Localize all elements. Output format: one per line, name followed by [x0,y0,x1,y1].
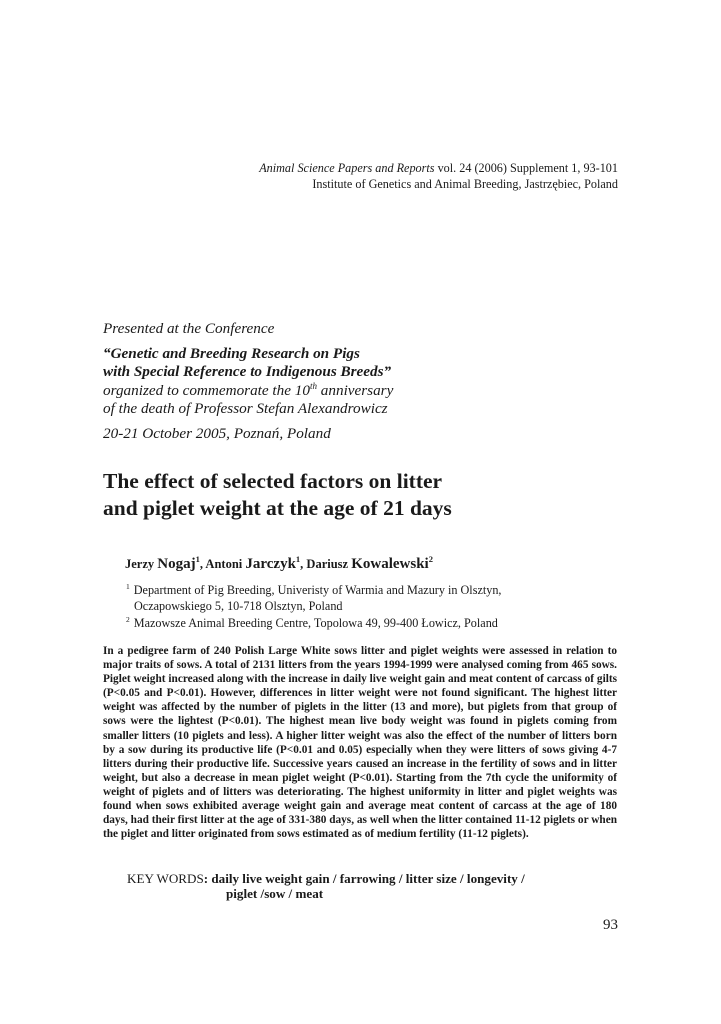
conference-presented: Presented at the Conference [103,320,275,337]
abstract: In a pedigree farm of 240 Polish Large White sows litter and piglet weights were assessed in relation to major traits of sows. A total of 2131 litters from the years 1994-1999 were analysed coming from 465 sows. Piglet weight increased along with the increase in daily live weight gain and meat content of carcass of gilts (P<0.05 and P<0.01). However, differences in litter weight were not found significant. The highest litter weight was affected by the number of piglets in the litter (13 and more), but piglets from that group of sows were the lightest (P<0.01). The highest mean live body weight was found in piglets coming from smaller litters (10 piglets and less). A higher litter weight was also the effect of the number of litters born by a sow during its productive life (P<0.01 and 0.05) especially when they were litters of sows giving 4-7 litters during their productive life. Successive years caused an increase in the fertility of sows and in litter weight, but also a decrease in mean piglet weight (P<0.01). Starting from the 7th cycle the uniformity of weight of piglets and of litters was deteriorating. The highest uniformity in litter and piglet weights was found when sows exhibited average weight gain and average meat content of carcass at the age of 180 days, had their first litter at the age of 331-380 days, as well when the litter contained 11-12 piglets or when the piglet and litter originated from sows estimated as of medium fertility (11-12 piglets). [103,645,617,841]
author [125,554,206,572]
page-number: 93 [603,917,618,933]
article-title-line2: and piglet weight at the age of 21 days [103,496,452,520]
author-affiliation-mark: 1 [195,554,200,564]
conference-organized-text: organized to commemorate the 10 [103,381,310,399]
affiliation-1 [126,583,546,614]
author-last-name: Kowalewski [351,556,429,572]
author-affiliation-mark: 1 [295,554,301,564]
article-title-line1: The effect of selected factors on litter [103,469,443,493]
conference-organized [103,382,523,400]
author-first-name: Jerzy [125,557,158,571]
affiliation-number: 1 [126,582,130,591]
affiliation-text: Department of Pig Breeding, Univeristy of Warmia and Mazury in Olsztyn, [133,583,502,597]
affiliation-1-line1 [126,583,546,599]
keywords-line2: piglet /sow / meat [226,885,324,901]
author-last-name: Jarczyk [245,556,296,572]
journal-institute: Institute of Genetics and Animal Breeding, Jastrzębiec, Poland [312,177,618,191]
author-first-name: Dariusz [306,557,352,571]
author-last-name: Nogaj [157,556,196,572]
author-separator: , [300,557,307,571]
article-title [103,468,623,522]
journal-issue: vol. 24 (2006) Supplement 1, 93-101 [434,161,618,175]
author [306,554,433,572]
journal-header [259,160,618,192]
conference-note [103,320,523,443]
keywords-list: : daily live weight gain / farrowing / litter size / longevity / [203,871,525,886]
journal-citation [259,160,618,176]
author-list [125,556,433,573]
keywords [127,872,597,901]
affiliation-text: Mazowsze Animal Breeding Centre, Topolowa 49, 99-400 Łowicz, Poland [133,616,498,630]
conference-title-line1: “Genetic and Breeding Research on Pigs [103,345,360,363]
affiliation-1-line2: Oczapowskiego 5, 10-718 Olsztyn, Poland [134,598,343,613]
author-first-name: Antoni [205,557,246,571]
conference-title-line2: with Special Reference to Indigenous Breeds” [103,363,392,381]
author-separator: , [199,557,206,571]
affiliation-number: 2 [126,615,130,624]
author-affiliation-mark: 2 [428,554,433,564]
conference-death-line: of the death of Professor Stefan Alexandrowicz [103,399,388,417]
conference-organized-sup: th [309,380,317,391]
affiliation-2 [126,616,498,632]
keywords-label: KEY WORDS [127,871,204,886]
conference-date: 20-21 October 2005, Poznań, Poland [103,425,331,443]
keywords-line1 [127,872,597,887]
author [205,554,307,572]
conference-organized-post: anniversary [316,381,394,399]
journal-name: Animal Science Papers and Reports [259,161,435,175]
